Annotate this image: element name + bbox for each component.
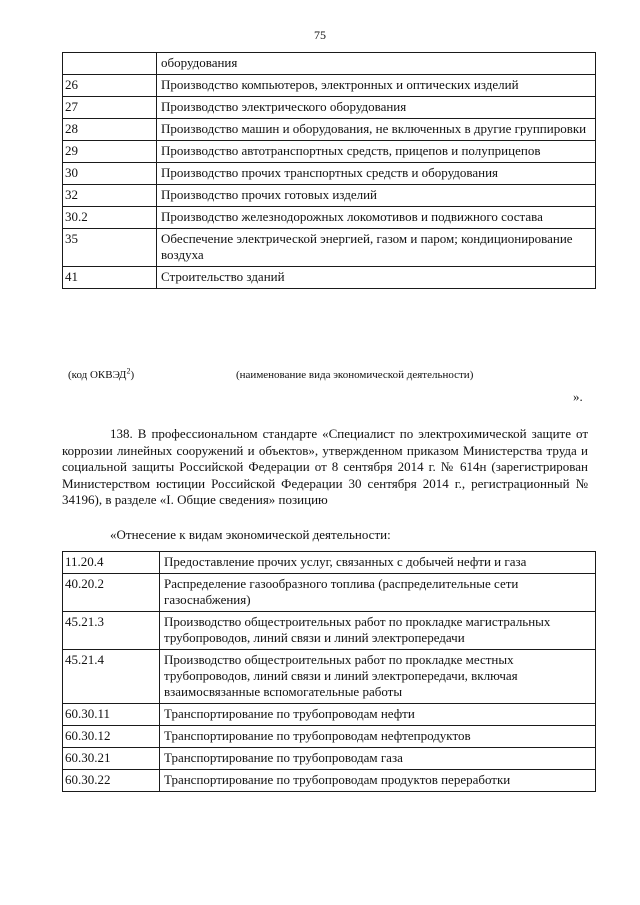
table-row [63, 748, 596, 770]
okved-code: 41 [63, 267, 157, 289]
okved-code: 35 [63, 229, 157, 267]
table-row [63, 267, 596, 289]
activity-name: Обеспечение электрической энергией, газом и паром; кондиционирование воздуха [157, 229, 596, 267]
okved-code: 60.30.12 [63, 726, 160, 748]
okved-code: 29 [63, 141, 157, 163]
okved-code: 45.21.4 [63, 650, 160, 704]
activity-name: Строительство зданий [157, 267, 596, 289]
activity-name: Производство электрического оборудования [157, 97, 596, 119]
activity-name: Транспортирование по трубопроводам нефтепродуктов [160, 726, 596, 748]
activity-name: Предоставление прочих услуг, связанных с добычей нефти и газа [160, 552, 596, 574]
okved-code: 30 [63, 163, 157, 185]
table-row [63, 229, 596, 267]
activity-name: Распределение газообразного топлива (распределительные сети газоснабжения) [160, 574, 596, 612]
activity-name: Производство прочих транспортных средств и оборудования [157, 163, 596, 185]
activity-name: Производство компьютеров, электронных и оптических изделий [157, 75, 596, 97]
activity-name: Транспортирование по трубопроводам продуктов переработки [160, 770, 596, 792]
table-row [63, 574, 596, 612]
okved-code: 26 [63, 75, 157, 97]
amendment-paragraph: 138. В профессиональном стандарте «Специалист по электрохимической защите от коррозии линейных сооружений и объектов», утвержденном приказом Министерства труда и социальной защиты Российской Федерации от 8 сентября 2014 г. № 614н (зарегистрирован Министерством юстиции Российской Федерации 30 сентября 2014 г., регистрационный № 34196), в разделе «I. Общие сведения» позицию [62, 426, 588, 507]
table-row [63, 650, 596, 704]
okved-code: 40.20.2 [63, 574, 160, 612]
table-row [63, 726, 596, 748]
table-row [63, 141, 596, 163]
okved-code: 30.2 [63, 207, 157, 229]
activity-name: Производство автотранспортных средств, прицепов и полуприцепов [157, 141, 596, 163]
table-row [63, 119, 596, 141]
activity-name: Производство машин и оборудования, не включенных в другие группировки [157, 119, 596, 141]
table-row [63, 207, 596, 229]
okved-code: 32 [63, 185, 157, 207]
intro-line: «Отнесение к видам экономической деятельности: [110, 527, 391, 542]
table-row [63, 53, 596, 75]
table-row [63, 552, 596, 574]
okved-code: 11.20.4 [63, 552, 160, 574]
okved-code [63, 53, 157, 75]
okved-code: 28 [63, 119, 157, 141]
page-number: 75 [314, 28, 326, 42]
okved-code: 60.30.11 [63, 704, 160, 726]
table-row [63, 75, 596, 97]
okved-code: 45.21.3 [63, 612, 160, 650]
table-row [63, 97, 596, 119]
okved-code: 60.30.21 [63, 748, 160, 770]
activity-name: Производство общестроительных работ по прокладке магистральных трубопроводов, линий связи и линий электропередачи [160, 612, 596, 650]
okved-code: 60.30.22 [63, 770, 160, 792]
activity-name: Производство общестроительных работ по прокладке местных трубопроводов, линий связи и линий электропередачи, включая взаимосвязанные вспомогательные работы [160, 650, 596, 704]
okved-table-new [62, 551, 596, 792]
activity-name: Производство железнодорожных локомотивов и подвижного состава [157, 207, 596, 229]
closing-quote: ». [573, 389, 583, 404]
activity-name: Производство прочих готовых изделий [157, 185, 596, 207]
table-row [63, 163, 596, 185]
activity-name: Транспортирование по трубопроводам газа [160, 748, 596, 770]
table-row [63, 612, 596, 650]
okved-code: 27 [63, 97, 157, 119]
table-row [63, 704, 596, 726]
table-row [63, 185, 596, 207]
activity-name: Транспортирование по трубопроводам нефти [160, 704, 596, 726]
name-caption: (наименование вида экономической деятельности) [236, 369, 474, 381]
okved-table-continued [62, 52, 596, 289]
table-row [63, 770, 596, 792]
activity-name: оборудования [157, 53, 596, 75]
code-caption: (код ОКВЭД$^2$) [68, 366, 135, 381]
